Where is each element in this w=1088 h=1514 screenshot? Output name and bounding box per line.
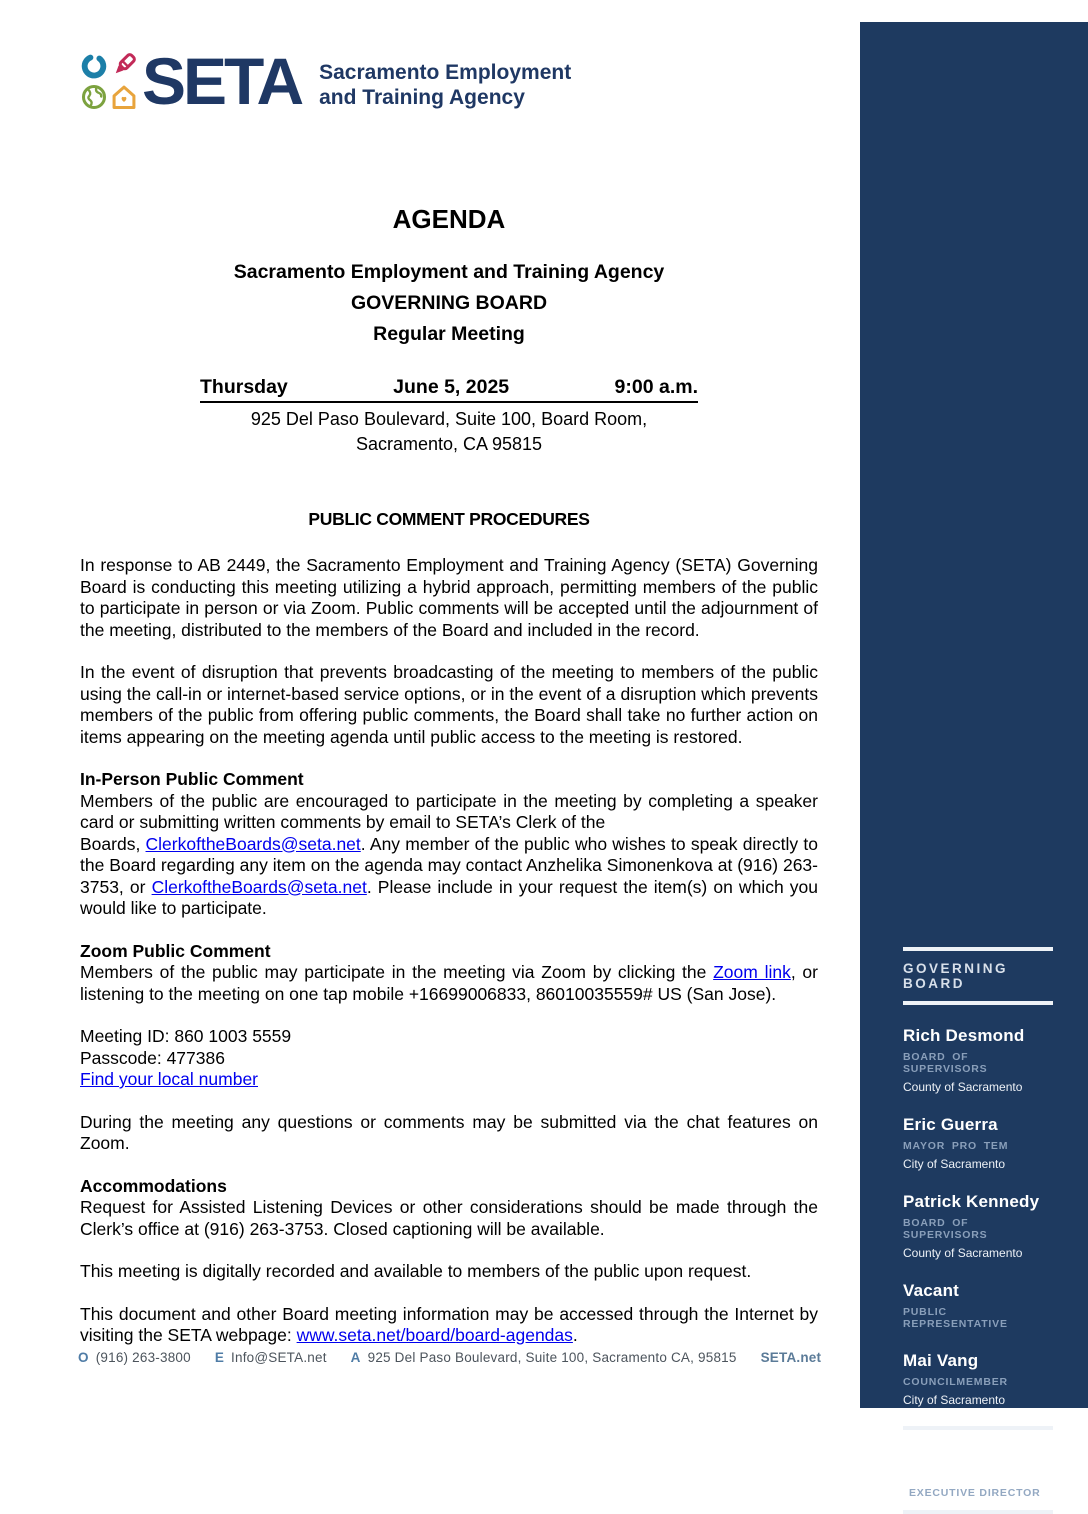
pencil-icon <box>110 50 138 80</box>
seta-logo-icon-grid <box>80 50 138 112</box>
member-role: MAYOR PRO TEM <box>903 1140 1009 1152</box>
house-heart-icon <box>110 82 138 112</box>
zoom-comment-heading: Zoom Public Comment <box>80 940 271 961</box>
member-name: Patrick Kennedy <box>903 1192 1040 1211</box>
member-name: Mai Vang <box>903 1351 979 1370</box>
contact-footer <box>78 1350 822 1365</box>
disruption-paragraph: In the event of disruption that prevents broadcasting of the meeting to members of the public using the call-in or internet-based service options, or in the event of a disruption which prevents members of the public from offering public comments, the Board shall take no further action on items appearing on the meeting agenda until public access to the meeting is restored. <box>80 662 818 747</box>
in-person-text-1: Members of the public are encouraged to participate in the meeting by completing a speaker card or submitting written comments by email to SETA’s Clerk of the <box>80 790 818 832</box>
phone-number: (916) 263-3800 <box>95 1350 191 1365</box>
procedures-title: PUBLIC COMMENT PROCEDURES <box>308 509 590 529</box>
chat-note-paragraph: During the meeting any questions or comments may be submitted via the chat features on Zoom. <box>80 1111 818 1153</box>
governing-board-sidebar <box>860 22 1088 1499</box>
meeting-day: Thursday <box>200 376 288 398</box>
passcode: Passcode: 477386 <box>80 1047 225 1068</box>
clerk-email-link-1[interactable]: ClerkoftheBoards@seta.net <box>145 833 361 854</box>
email-address: Info@SETA.net <box>231 1350 327 1365</box>
meeting-date: June 5, 2025 <box>393 376 510 398</box>
divider-rule-above-director <box>903 1426 1053 1430</box>
phone-label: O <box>78 1350 89 1365</box>
in-person-paragraph <box>80 791 818 920</box>
meeting-address-line1: 925 Del Paso Boulevard, Suite 100, Board Room, <box>250 409 648 429</box>
divider-rule-under-title <box>903 1001 1053 1005</box>
in-person-heading: In-Person Public Comment <box>80 769 304 789</box>
clerk-email-link-2[interactable]: ClerkoftheBoards@seta.net <box>151 876 367 897</box>
executive-director-role: EXECUTIVE DIRECTOR <box>909 1487 1041 1499</box>
member-org: City of Sacramento <box>903 1157 1006 1171</box>
globe-icon <box>80 82 108 112</box>
org-name-heading: Sacramento Employment and Training Agency <box>233 261 665 283</box>
seta-logo-wordmark: SETA <box>142 44 302 118</box>
member-name: Rich Desmond <box>903 1026 1025 1045</box>
board-member <box>903 1192 1055 1260</box>
meeting-id: Meeting ID: 860 1003 5559 <box>80 1026 292 1046</box>
hybrid-approach-paragraph: In response to AB 2449, the Sacramento Employment and Training Agency (SETA) Governing Board is conducting this meeting utilizing a hybrid approach, permitting members of the public to participate in person or via Zoom. Public comments will be accepted until the adjournment of the meeting, distributed to the members of the Board and included in the record. <box>80 555 818 640</box>
tagline-line1: Sacramento Employment <box>319 61 572 84</box>
meeting-address-line2: Sacramento, CA 95815 <box>355 434 543 454</box>
zoom-link[interactable]: Zoom link <box>713 962 791 982</box>
executive-director-name: Anita Maldonado, Ph. D. <box>909 1443 1047 1480</box>
seta-logo-tagline <box>319 52 571 110</box>
recorded-note-paragraph: This meeting is digitally recorded and available to members of the public upon request. <box>80 1261 752 1281</box>
tagline-line2: and Training Agency <box>319 86 525 109</box>
address-label: A <box>350 1350 361 1365</box>
accommodations-paragraph: Request for Assisted Listening Devices or other considerations should be made through the Clerk’s office at (916) 263-3753. Closed captioning will be available. <box>80 1197 818 1239</box>
web-access-text-2: . <box>572 1325 578 1345</box>
in-person-text-4: . Please include in your request the item(s) on which you would like to participate. <box>80 876 818 918</box>
member-org: County of Sacramento <box>903 1246 1023 1260</box>
open-circle-icon <box>80 50 108 80</box>
accommodations-heading: Accommodations <box>80 1175 227 1196</box>
zoom-text-1: Members of the public may participate in the meeting via Zoom by clicking the <box>80 962 714 982</box>
member-role: COUNCILMEMBER <box>903 1376 1008 1388</box>
in-person-text-2: Boards, <box>80 833 146 854</box>
street-address: 925 Del Paso Boulevard, Suite 100, Sacramento CA, 95815 <box>367 1350 737 1365</box>
seta-website: SETA.net <box>760 1350 822 1365</box>
page-title: AGENDA <box>392 204 506 234</box>
meeting-time: 9:00 a.m. <box>614 376 698 398</box>
zoom-credentials-block <box>80 1026 818 1091</box>
member-name: Vacant <box>903 1281 960 1300</box>
find-local-number-link[interactable]: Find your local number <box>80 1069 258 1089</box>
email-label: E <box>214 1350 225 1365</box>
seta-logo <box>80 44 818 118</box>
web-access-text-1: This document and other Board meeting information may be accessed through the Internet by visiting the SETA webpage: <box>80 1303 818 1345</box>
divider-rule-top <box>903 947 1053 951</box>
member-org: City of Sacramento <box>903 1393 1006 1407</box>
sidebar-title: GOVERNING BOARD <box>903 961 1009 991</box>
member-role: BOARD OF SUPERVISORS <box>903 1051 988 1075</box>
member-role: PUBLIC REPRESENTATIVE <box>903 1306 1008 1330</box>
in-person-text-3: . Any member of the public who wishes to speak directly to the Board regarding any item on the agenda may contact Anzhelika Simonenkova at (916) 263-3753, or <box>80 833 818 897</box>
board-member <box>903 1026 1055 1094</box>
member-role: BOARD OF SUPERVISORS <box>903 1217 988 1241</box>
divider-rule-below-director <box>903 1510 1053 1514</box>
document-main-column <box>80 0 818 1347</box>
web-access-paragraph <box>80 1304 818 1347</box>
zoom-paragraph <box>80 962 818 1005</box>
zoom-text-2: , or listening to the meeting on one tap mobile +16699006833, 86010035559# US (San Jose). <box>80 962 818 1004</box>
board-heading: GOVERNING BOARD <box>350 292 548 314</box>
board-agendas-link[interactable]: www.seta.net/board/board-agendas <box>296 1325 573 1345</box>
board-member <box>903 1115 1055 1171</box>
sidebar-content <box>860 22 1055 1514</box>
board-member <box>903 1351 1055 1407</box>
board-member <box>903 1281 1055 1330</box>
member-org: County of Sacramento <box>903 1080 1023 1094</box>
meeting-datetime-row <box>200 376 698 403</box>
meeting-type-heading: Regular Meeting <box>373 323 525 345</box>
member-name: Eric Guerra <box>903 1115 998 1134</box>
